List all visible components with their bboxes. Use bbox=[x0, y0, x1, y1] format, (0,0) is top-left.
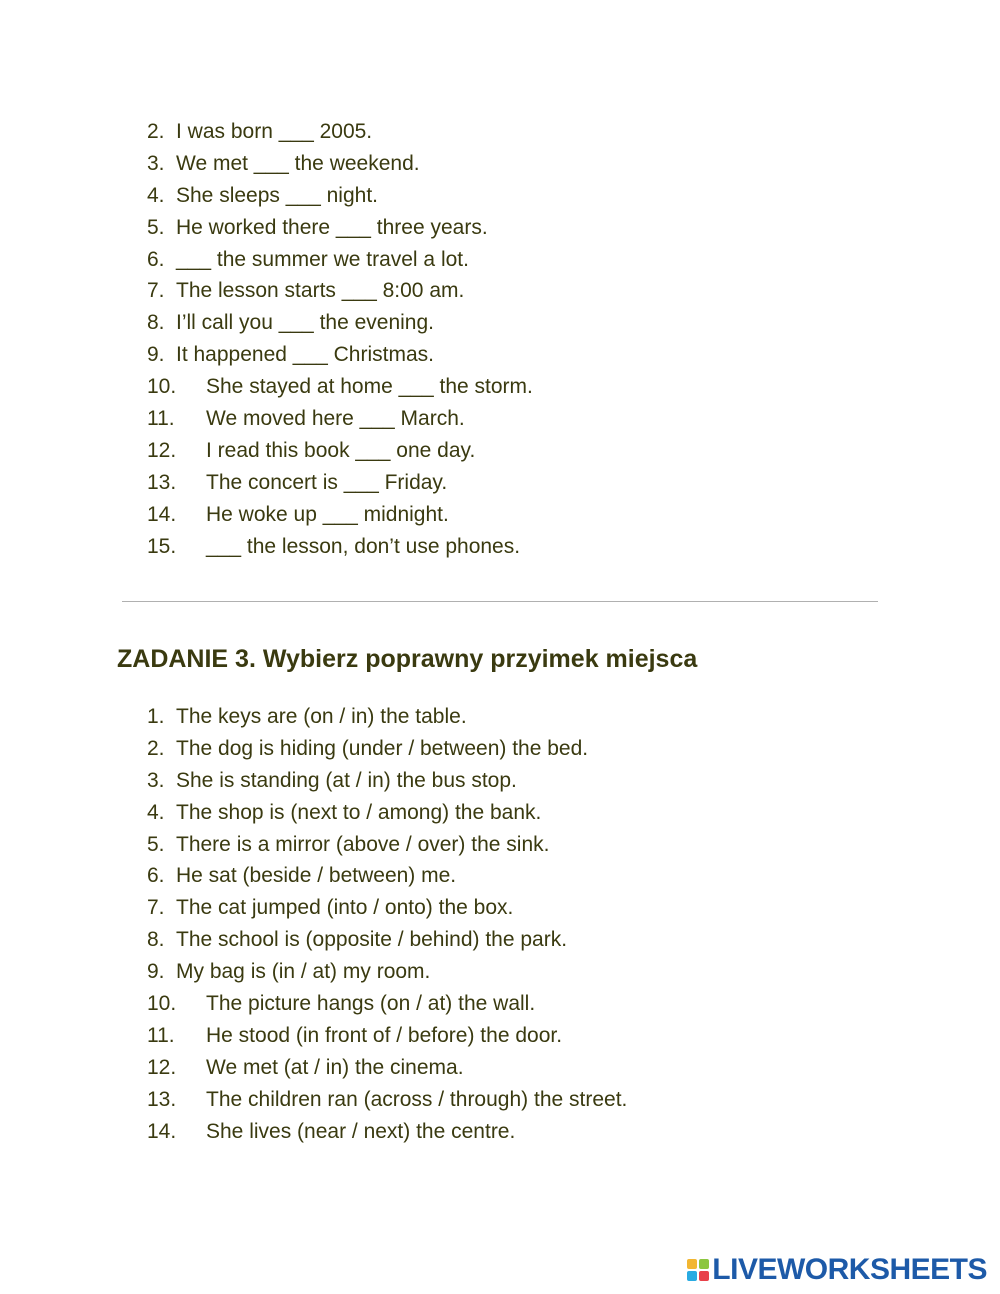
list-item bbox=[147, 275, 533, 307]
item-text: The concert is ___ Friday. bbox=[206, 470, 448, 494]
list-item bbox=[147, 860, 627, 892]
list-item bbox=[147, 733, 627, 765]
list-item bbox=[147, 180, 533, 212]
list-item bbox=[147, 1116, 627, 1148]
list-item bbox=[147, 956, 627, 988]
item-number: 15. bbox=[147, 534, 177, 558]
item-number: 8. bbox=[147, 928, 165, 952]
item-number: 6. bbox=[147, 247, 165, 271]
list-item bbox=[147, 499, 533, 531]
item-text: ___ the lesson, don’t use phones. bbox=[206, 534, 521, 558]
item-number: 2. bbox=[147, 120, 165, 143]
list-item bbox=[147, 339, 533, 371]
item-text: We met ___ the weekend. bbox=[176, 151, 420, 175]
list-item bbox=[147, 765, 627, 797]
item-text: He sat (beside / between) me. bbox=[176, 864, 457, 888]
item-text: The shop is (next to / among) the bank. bbox=[176, 800, 542, 824]
item-number: 10. bbox=[147, 375, 177, 399]
list-item bbox=[147, 212, 533, 244]
item-text: He woke up ___ midnight. bbox=[206, 502, 449, 526]
item-number: 12. bbox=[147, 1055, 177, 1079]
item-number: 3. bbox=[147, 768, 165, 792]
place-prepositions-list bbox=[147, 701, 627, 1147]
list-item bbox=[147, 988, 627, 1020]
item-number: 4. bbox=[147, 800, 165, 824]
item-text: The cat jumped (into / onto) the box. bbox=[176, 896, 514, 920]
item-number: 6. bbox=[147, 864, 165, 888]
item-text: He stood (in front of / before) the door. bbox=[206, 1023, 563, 1047]
item-number: 14. bbox=[147, 1119, 177, 1143]
time-prepositions-list bbox=[147, 116, 533, 562]
item-text: The lesson starts ___ 8:00 am. bbox=[176, 279, 465, 303]
item-text: The keys are (on / in) the table. bbox=[176, 705, 467, 728]
item-text: The dog is hiding (under / between) the bed. bbox=[176, 736, 589, 760]
section-divider bbox=[122, 601, 878, 602]
liveworksheets-logo bbox=[687, 1253, 987, 1287]
logo-text: LIVEWORKSHEETS bbox=[712, 1253, 987, 1286]
item-text: She is standing (at / in) the bus stop. bbox=[176, 768, 517, 792]
liveworksheets-logo-icon bbox=[687, 1259, 709, 1281]
item-text: We moved here ___ March. bbox=[206, 407, 465, 431]
list-item bbox=[147, 531, 533, 563]
list-item bbox=[147, 307, 533, 339]
item-number: 8. bbox=[147, 311, 165, 335]
list-item bbox=[147, 1020, 627, 1052]
item-number: 13. bbox=[147, 470, 177, 494]
item-text: He worked there ___ three years. bbox=[176, 215, 488, 239]
list-item bbox=[147, 1052, 627, 1084]
list-item bbox=[147, 797, 627, 829]
item-text: There is a mirror (above / over) the sink. bbox=[176, 832, 550, 856]
item-number: 5. bbox=[147, 832, 165, 856]
item-text: I was born ___ 2005. bbox=[176, 120, 373, 143]
item-text: I’ll call you ___ the evening. bbox=[176, 311, 434, 335]
item-number: 11. bbox=[147, 1023, 175, 1047]
list-item bbox=[147, 116, 533, 148]
item-text: The school is (opposite / behind) the park. bbox=[176, 928, 568, 952]
item-number: 14. bbox=[147, 502, 177, 526]
item-number: 4. bbox=[147, 183, 165, 207]
list-item bbox=[147, 435, 533, 467]
item-number: 7. bbox=[147, 896, 165, 920]
item-text: The children ran (across / through) the street. bbox=[206, 1087, 628, 1111]
list-item bbox=[147, 148, 533, 180]
item-text: The picture hangs (on / at) the wall. bbox=[206, 992, 536, 1016]
item-number: 13. bbox=[147, 1087, 177, 1111]
list-item bbox=[147, 924, 627, 956]
list-item bbox=[147, 244, 533, 276]
item-number: 7. bbox=[147, 279, 165, 303]
item-text: She lives (near / next) the centre. bbox=[206, 1119, 516, 1143]
item-number: 5. bbox=[147, 215, 165, 239]
item-text: She sleeps ___ night. bbox=[176, 183, 378, 207]
list-item bbox=[147, 1084, 627, 1116]
item-number: 11. bbox=[147, 407, 175, 431]
item-number: 10. bbox=[147, 992, 177, 1016]
section-heading: ZADANIE 3. Wybierz poprawny przyimek miejsca bbox=[117, 645, 698, 673]
item-text: It happened ___ Christmas. bbox=[176, 343, 434, 367]
list-item bbox=[147, 829, 627, 861]
item-number: 9. bbox=[147, 960, 165, 984]
item-text: ___ the summer we travel a lot. bbox=[176, 247, 469, 271]
list-item bbox=[147, 403, 533, 435]
item-text: She stayed at home ___ the storm. bbox=[206, 375, 533, 399]
list-item bbox=[147, 892, 627, 924]
item-text: I read this book ___ one day. bbox=[206, 438, 476, 462]
list-item bbox=[147, 371, 533, 403]
item-number: 1. bbox=[147, 705, 165, 728]
item-number: 9. bbox=[147, 343, 165, 367]
item-text: My bag is (in / at) my room. bbox=[176, 960, 431, 984]
item-number: 3. bbox=[147, 151, 165, 175]
item-number: 2. bbox=[147, 736, 165, 760]
item-text: We met (at / in) the cinema. bbox=[206, 1055, 464, 1079]
item-number: 12. bbox=[147, 438, 177, 462]
list-item bbox=[147, 467, 533, 499]
list-item bbox=[147, 701, 627, 733]
